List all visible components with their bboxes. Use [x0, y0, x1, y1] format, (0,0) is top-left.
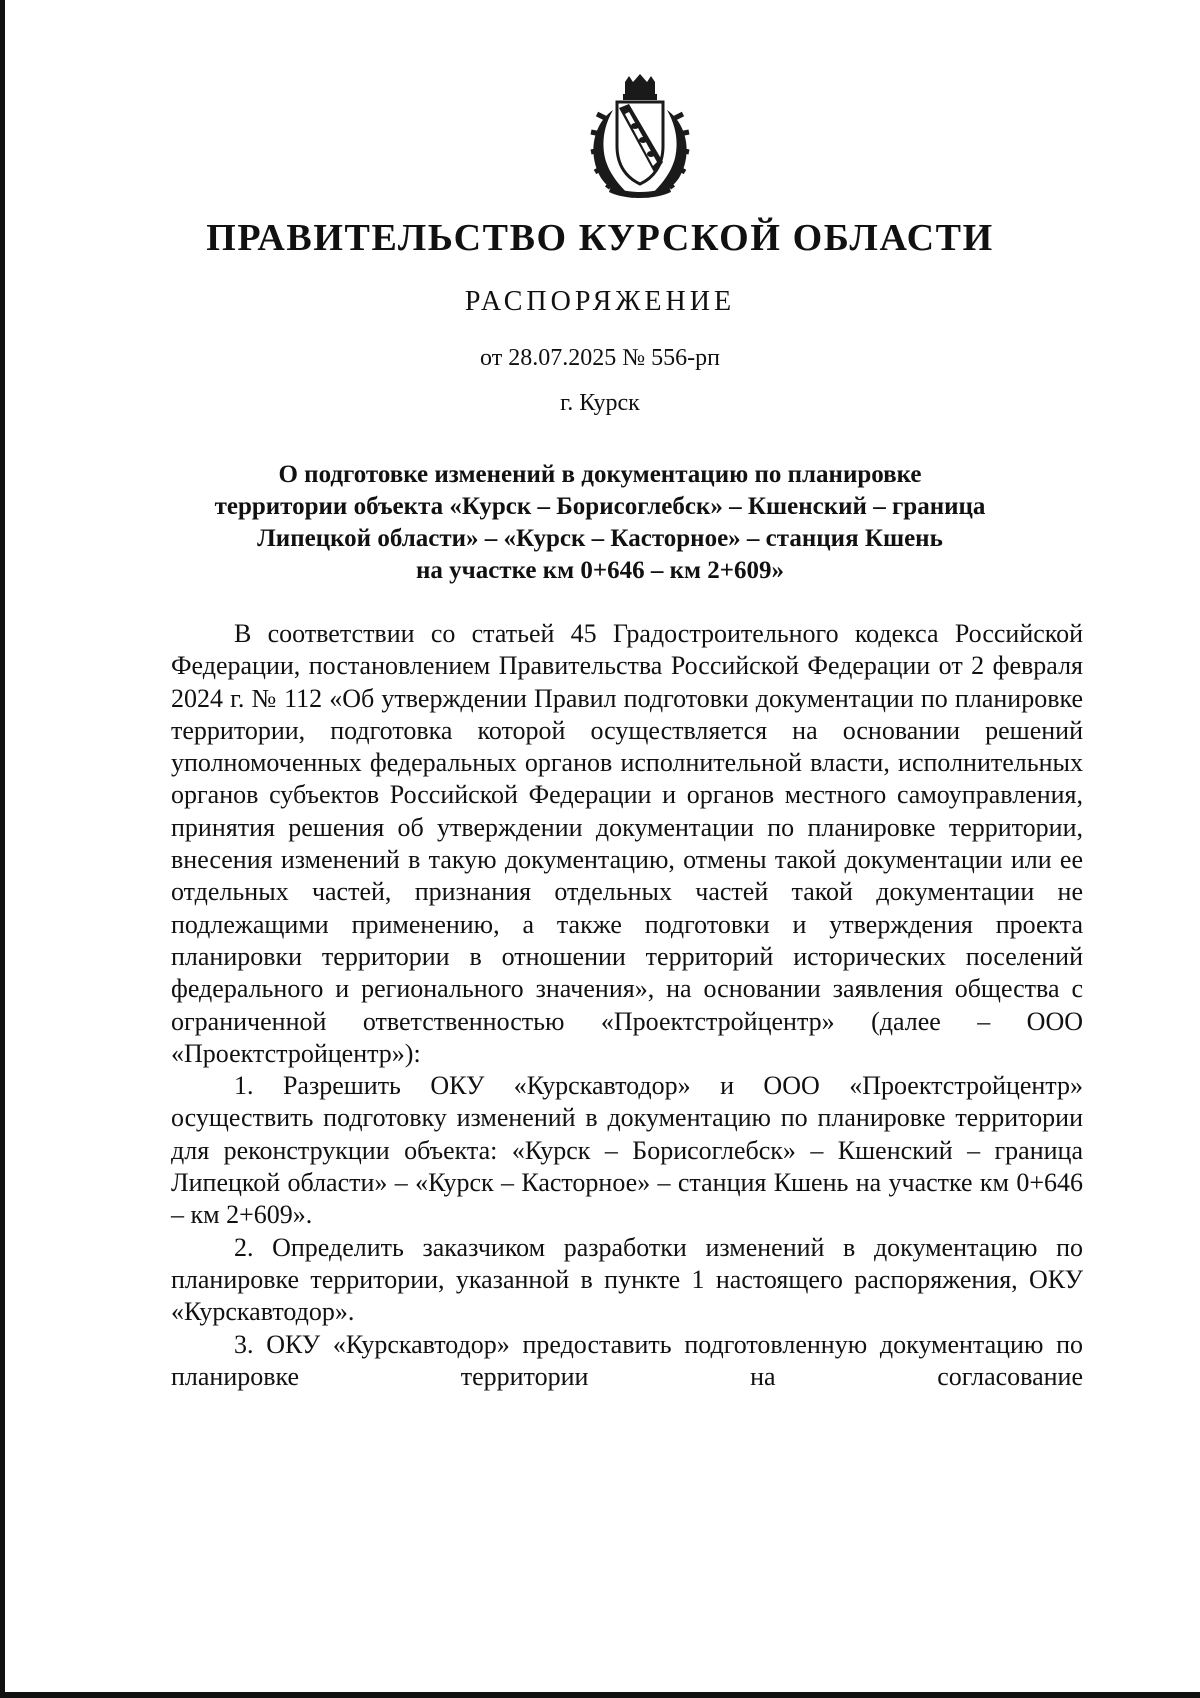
subject-line: Липецкой области» – «Курск – Касторное» – станция Кшень — [257, 525, 943, 552]
document-city: г. Курск — [560, 390, 640, 416]
item-2-paragraph: 2. Определить заказчиком разработки изменений в документацию по планировке территории, указанной в пункте 1 настоящего распоряжения, ОКУ «Курскавтодор». — [171, 1232, 1083, 1327]
subject-line: территории объекта «Курск – Борисоглебск» – Кшенский – граница — [214, 493, 986, 520]
preamble-paragraph: В соответствии со статьей 45 Градостроительного кодекса Российской Федерации, постановлением Правительства Российской Федерации от 2 февраля 2024 г. № 112 «Об утверждении Правил подготовки документации по планировке территории, подготовка которой осуществляется на основании решений уполномоченных федеральных органов исполнительной власти, исполнительных органов субъектов Российской Федерации и органов местного самоуправления, принятия решения об утверждении документации по планировке территории, внесения изменений в такую документацию, отмены такой документации или ее отдельных частей, признания отдельных частей такой документации не подлежащими применению, а также подготовки и утверждения проекта планировки территории в отношении территорий исторических поселений федерального и регионального значения», на основании заявления общества с ограниченной ответственностью «Проектстройцентр» (далее – ООО «Проектстройцентр»): — [171, 619, 1083, 1068]
item-3-paragraph: 3. ОКУ «Курскавтодор» предоставить подготовленную документацию по планировке территории на согласование — [171, 1329, 1083, 1391]
kursk-coat-of-arms-icon — [575, 74, 705, 204]
authority-title: ПРАВИТЕЛЬСТВО КУРСКОЙ ОБЛАСТИ — [206, 217, 994, 259]
subject-line: О подготовке изменений в документацию по планировке — [278, 461, 922, 488]
document-date-number: от 28.07.2025 № 556-рп — [480, 345, 720, 371]
scan-bottom-edge — [0, 1692, 1200, 1698]
document-subject — [160, 459, 1040, 587]
document-body — [171, 618, 1083, 1393]
item-1-paragraph: 1. Разрешить ОКУ «Курскавтодор» и ООО «Проектстройцентр» осуществить подготовку изменений в документацию по планировке территории для реконструкции объекта: «Курск – Борисоглебск» – Кшенский – граница Липецкой области» – «Курск – Касторное» – станция Кшень на участке км 0+646 – км 2+609». — [171, 1071, 1083, 1230]
document-type: РАСПОРЯЖЕНИЕ — [464, 286, 736, 317]
subject-line: на участке км 0+646 – км 2+609» — [415, 557, 785, 584]
